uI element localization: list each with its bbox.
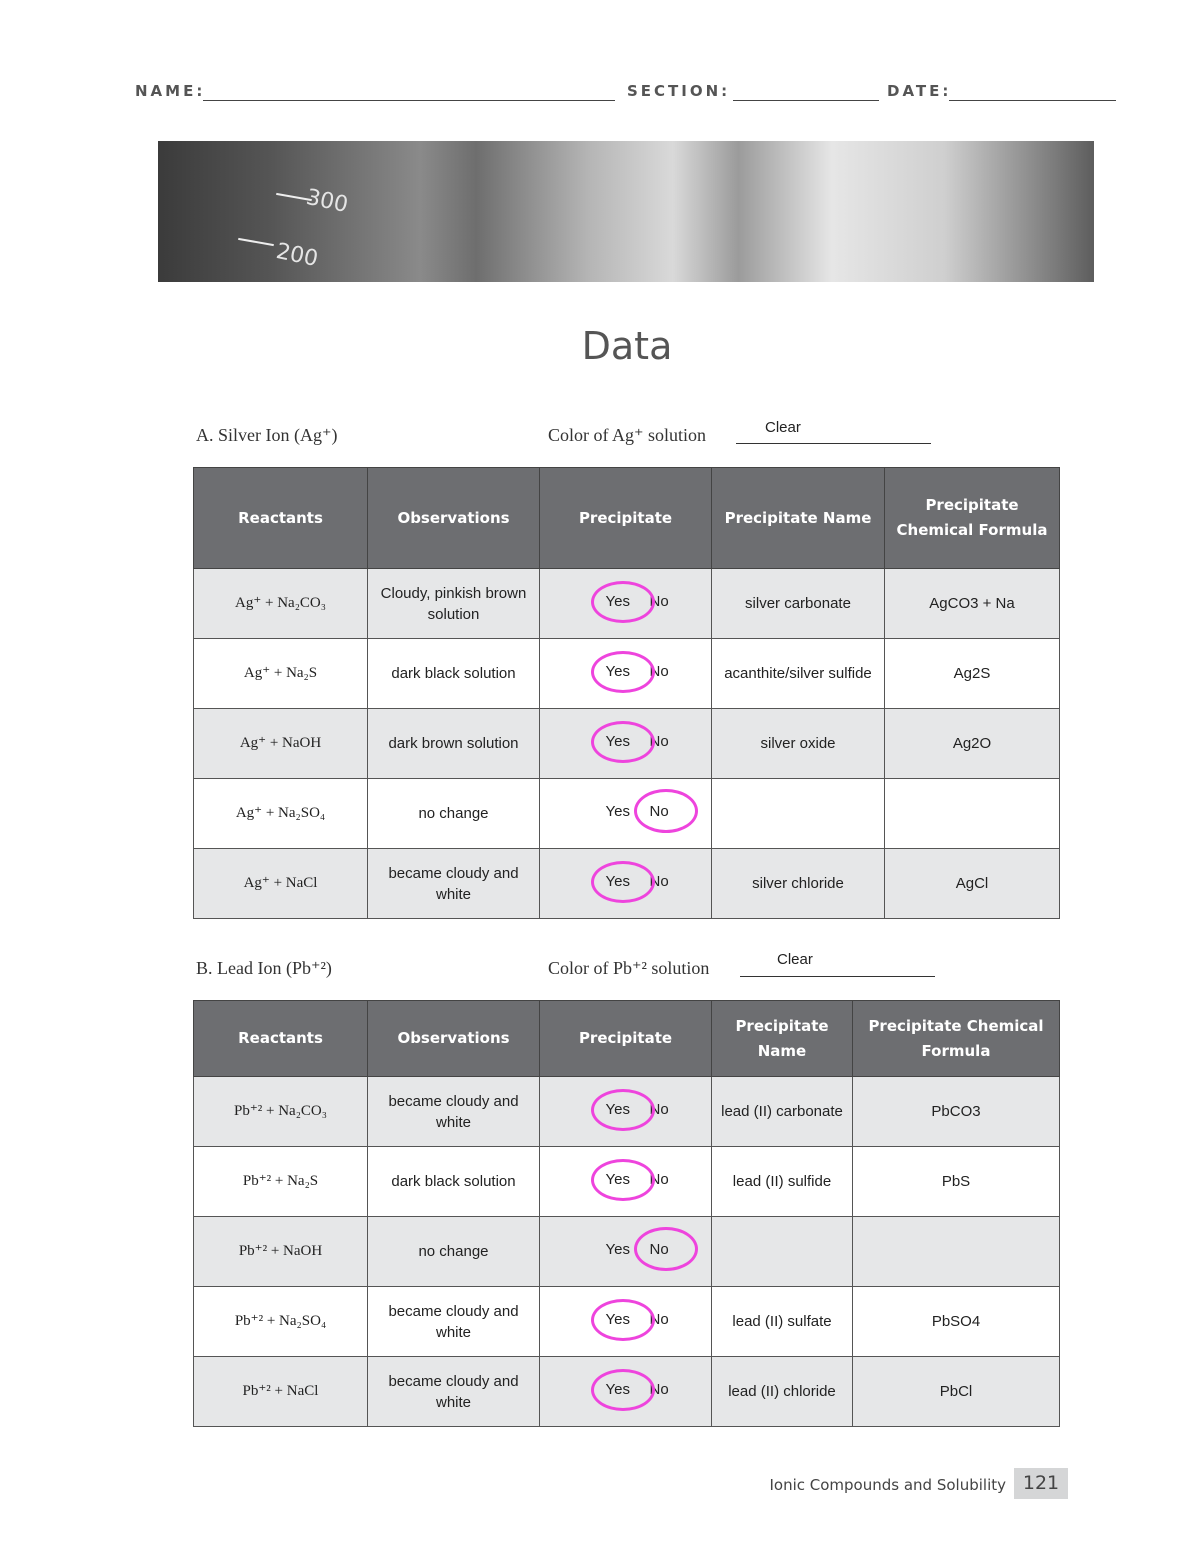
observation-cell[interactable]: Cloudy, pinkish brown solution <box>368 569 540 639</box>
reactant-cell: Ag⁺ + NaOH <box>194 709 368 779</box>
reactant-cell: Pb⁺² + Na₂CO₃ <box>194 1077 368 1147</box>
precipitate-name-cell[interactable]: acanthite/silver sulfide <box>712 639 885 709</box>
yes-option[interactable]: Yes <box>605 872 630 890</box>
table-row <box>194 1217 1060 1287</box>
section-label: SECTION: <box>627 82 731 100</box>
observation-cell[interactable]: no change <box>368 779 540 849</box>
header-precipitate-formula: Precipitate Chemical Formula <box>885 468 1060 569</box>
precipitate-name-cell[interactable]: lead (II) sulfate <box>712 1287 853 1357</box>
beaker-mark-upper: 300 <box>303 184 351 219</box>
table-row <box>194 639 1060 709</box>
reactant-cell: Pb⁺² + Na₂SO₄ <box>194 1287 368 1357</box>
yes-no-choice <box>566 861 686 901</box>
selection-circle-mark <box>591 1369 655 1411</box>
selection-circle-mark <box>591 651 655 693</box>
section-a-color-field[interactable] <box>736 443 931 444</box>
precipitate-name-cell[interactable]: lead (II) sulfide <box>712 1147 853 1217</box>
precipitate-name-cell[interactable]: lead (II) carbonate <box>712 1077 853 1147</box>
page-number: 121 <box>1014 1468 1068 1499</box>
selection-circle-mark <box>591 1299 655 1341</box>
precipitate-formula-cell[interactable]: PbCO3 <box>853 1077 1060 1147</box>
section-b-color-label: Color of Pb⁺² solution <box>548 958 710 978</box>
lead-ion-table <box>193 1000 1060 1427</box>
table-row <box>194 569 1060 639</box>
section-a-color-value: Clear <box>765 419 801 436</box>
selection-circle-mark <box>634 1227 698 1271</box>
selection-circle-mark <box>591 1089 655 1131</box>
observation-cell[interactable]: became cloudy and white <box>368 1357 540 1427</box>
precipitate-name-cell[interactable]: silver chloride <box>712 849 885 919</box>
table-row <box>194 1287 1060 1357</box>
reactant-cell: Pb⁺² + NaCl <box>194 1357 368 1427</box>
table-header-row <box>194 1001 1060 1077</box>
no-option[interactable]: No <box>649 1380 669 1398</box>
lab-glassware-banner <box>158 141 1094 282</box>
observation-cell[interactable]: became cloudy and white <box>368 1287 540 1357</box>
header-observations: Observations <box>368 468 540 569</box>
reactant-cell: Ag⁺ + Na₂SO₄ <box>194 779 368 849</box>
yes-no-choice <box>566 651 686 691</box>
observation-cell[interactable]: dark black solution <box>368 639 540 709</box>
precipitate-name-cell[interactable] <box>712 1217 853 1287</box>
no-option[interactable]: No <box>649 732 669 750</box>
yes-option[interactable]: Yes <box>605 1100 630 1118</box>
yes-no-choice <box>566 1369 686 1409</box>
section-b-color-field[interactable] <box>740 976 935 977</box>
table-row <box>194 709 1060 779</box>
precipitate-cell <box>540 569 712 639</box>
no-option[interactable]: No <box>649 1310 669 1328</box>
yes-option[interactable]: Yes <box>605 732 630 750</box>
section-b-label: B. Lead Ion (Pb⁺²) <box>196 958 332 978</box>
precipitate-name-cell[interactable]: silver carbonate <box>712 569 885 639</box>
precipitate-cell <box>540 1287 712 1357</box>
yes-option[interactable]: Yes <box>605 1310 630 1328</box>
yes-option[interactable]: Yes <box>605 1380 630 1398</box>
precipitate-cell <box>540 1357 712 1427</box>
precipitate-name-cell[interactable]: silver oxide <box>712 709 885 779</box>
precipitate-formula-cell[interactable]: Ag2S <box>885 639 1060 709</box>
no-option[interactable]: No <box>649 662 669 680</box>
reactant-cell: Pb⁺² + NaOH <box>194 1217 368 1287</box>
table-header-row <box>194 468 1060 569</box>
yes-no-choice <box>566 1089 686 1129</box>
table-row <box>194 1357 1060 1427</box>
yes-option[interactable]: Yes <box>605 662 630 680</box>
observation-cell[interactable]: became cloudy and white <box>368 849 540 919</box>
yes-option[interactable]: Yes <box>605 592 630 610</box>
precipitate-formula-cell[interactable]: AgCO3 + Na <box>885 569 1060 639</box>
name-label: NAME: <box>135 82 206 100</box>
yes-no-choice <box>566 1159 686 1199</box>
precipitate-cell <box>540 1147 712 1217</box>
section-a-color-label: Color of Ag⁺ solution <box>548 425 707 445</box>
precipitate-formula-cell[interactable] <box>853 1217 1060 1287</box>
precipitate-cell <box>540 1217 712 1287</box>
yes-no-choice <box>566 1229 686 1269</box>
reactant-cell: Ag⁺ + NaCl <box>194 849 368 919</box>
precipitate-name-cell[interactable]: lead (II) chloride <box>712 1357 853 1427</box>
precipitate-cell <box>540 1077 712 1147</box>
beaker-mark-lower: 200 <box>273 238 321 273</box>
section-field[interactable] <box>733 100 879 101</box>
header-precipitate-formula: Precipitate Chemical Formula <box>853 1001 1060 1077</box>
header-reactants: Reactants <box>194 1001 368 1077</box>
silver-ion-table <box>193 467 1060 919</box>
selection-circle-mark <box>591 861 655 903</box>
selection-circle-mark <box>634 789 698 833</box>
beaker-tick <box>238 238 274 246</box>
no-option[interactable]: No <box>649 1170 669 1188</box>
table-row <box>194 849 1060 919</box>
observation-cell[interactable]: dark brown solution <box>368 709 540 779</box>
selection-circle-mark <box>591 581 655 623</box>
reactant-cell: Ag⁺ + Na₂S <box>194 639 368 709</box>
section-a-label: A. Silver Ion (Ag⁺) <box>196 425 338 445</box>
precipitate-cell <box>540 709 712 779</box>
reactant-cell: Pb⁺² + Na₂S <box>194 1147 368 1217</box>
table-row <box>194 1147 1060 1217</box>
yes-option[interactable]: Yes <box>605 1170 630 1188</box>
header-precipitate-name: Precipitate Name <box>712 468 885 569</box>
precipitate-cell <box>540 779 712 849</box>
selection-circle-mark <box>591 721 655 763</box>
header-precipitate: Precipitate <box>540 468 712 569</box>
table-row <box>194 779 1060 849</box>
no-option[interactable]: No <box>649 802 669 820</box>
no-option[interactable]: No <box>649 1240 669 1258</box>
no-option[interactable]: No <box>649 872 669 890</box>
yes-no-choice <box>566 791 686 831</box>
yes-option[interactable]: Yes <box>605 802 630 820</box>
observation-cell[interactable]: became cloudy and white <box>368 1077 540 1147</box>
precipitate-cell <box>540 849 712 919</box>
date-label: DATE: <box>887 82 952 100</box>
yes-no-choice <box>566 1299 686 1339</box>
observation-cell[interactable]: no change <box>368 1217 540 1287</box>
footer-chapter-title: Ionic Compounds and Solubility <box>769 1476 1006 1494</box>
page-title: Data <box>581 324 673 368</box>
name-field[interactable] <box>203 100 615 101</box>
selection-circle-mark <box>591 1159 655 1201</box>
no-option[interactable]: No <box>649 592 669 610</box>
header-observations: Observations <box>368 1001 540 1077</box>
table-row <box>194 1077 1060 1147</box>
section-b-color-value: Clear <box>777 951 813 968</box>
precipitate-cell <box>540 639 712 709</box>
yes-option[interactable]: Yes <box>605 1240 630 1258</box>
header-precipitate-name: Precipitate Name <box>712 1001 853 1077</box>
date-field[interactable] <box>949 100 1116 101</box>
precipitate-formula-cell[interactable]: PbSO4 <box>853 1287 1060 1357</box>
precipitate-name-cell[interactable] <box>712 779 885 849</box>
header-precipitate: Precipitate <box>540 1001 712 1077</box>
precipitate-formula-cell[interactable]: PbS <box>853 1147 1060 1217</box>
no-option[interactable]: No <box>649 1100 669 1118</box>
precipitate-formula-cell[interactable]: PbCl <box>853 1357 1060 1427</box>
precipitate-formula-cell[interactable]: Ag2O <box>885 709 1060 779</box>
precipitate-formula-cell[interactable] <box>885 779 1060 849</box>
precipitate-formula-cell[interactable]: AgCl <box>885 849 1060 919</box>
reactant-cell: Ag⁺ + Na₂CO₃ <box>194 569 368 639</box>
header-reactants: Reactants <box>194 468 368 569</box>
name-section-date-header <box>135 82 1116 106</box>
yes-no-choice <box>566 581 686 621</box>
observation-cell[interactable]: dark black solution <box>368 1147 540 1217</box>
yes-no-choice <box>566 721 686 761</box>
